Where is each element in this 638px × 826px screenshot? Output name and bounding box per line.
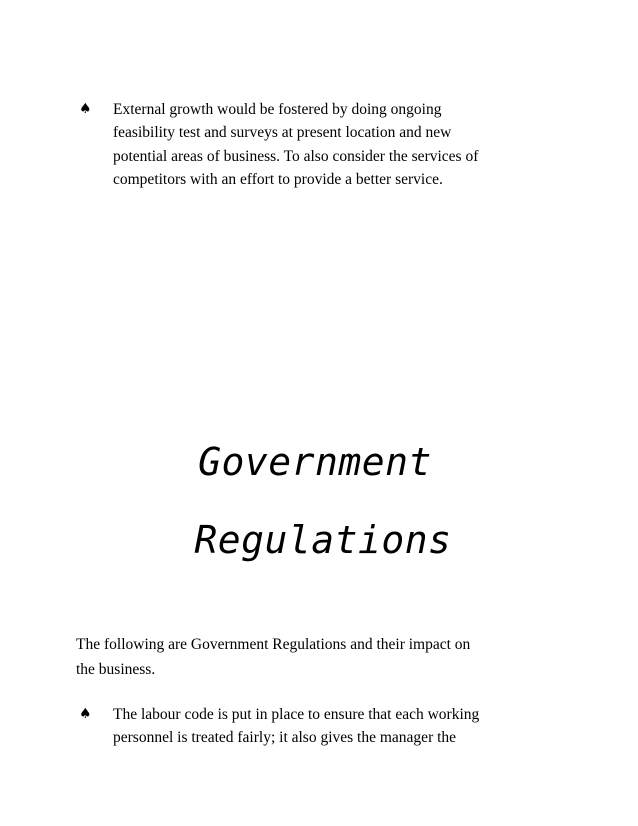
section-heading-line-1: Government xyxy=(198,440,432,484)
spade-bullet-icon: ♠ xyxy=(79,101,92,117)
bullet-text xyxy=(113,703,579,750)
text-line: potential areas of business. To also consider the services of xyxy=(113,147,479,165)
text-line: personnel is treated fairly; it also gives the manager the xyxy=(113,729,457,747)
bullet-item-external-growth xyxy=(79,98,579,192)
section-heading-line-2: Regulations xyxy=(194,518,452,562)
bullet-text xyxy=(113,98,579,192)
intro-paragraph xyxy=(76,632,576,682)
text-line: The labour code is put in place to ensure that each working xyxy=(113,706,480,723)
text-line: feasibility test and surveys at present location and new xyxy=(113,124,452,142)
text-line: External growth would be fostered by doing ongoing xyxy=(113,101,442,118)
text-line: The following are Government Regulations and their impact on xyxy=(76,636,471,653)
text-line: competitors with an effort to provide a better service. xyxy=(113,171,443,189)
spade-bullet-icon: ♠ xyxy=(79,706,92,722)
bullet-item-labour-code xyxy=(79,703,579,750)
text-line: the business. xyxy=(76,661,156,678)
